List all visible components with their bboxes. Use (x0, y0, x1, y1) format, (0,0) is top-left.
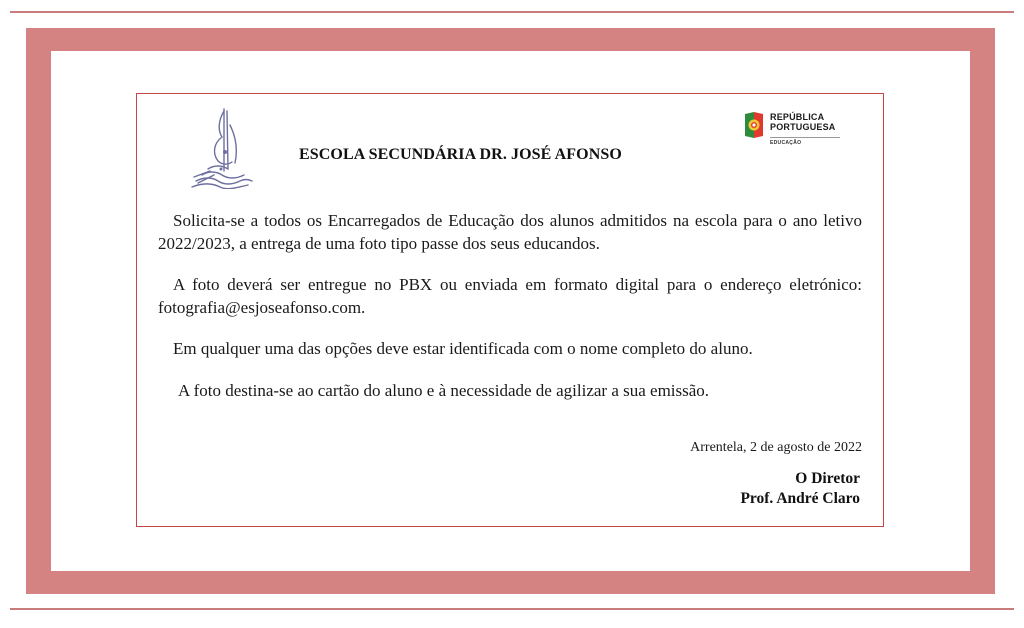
paragraph-delivery: A foto deverá ser entregue no PBX ou enviada em formato digital para o endereço eletrónico: fotografia@esjoseafonso.com. (158, 275, 862, 317)
date-line: Arrentela, 2 de agosto de 2022 (690, 440, 862, 455)
top-divider (10, 11, 1014, 13)
notice-body (158, 210, 862, 421)
notice-card (136, 93, 884, 527)
signature-title: O Diretor (795, 470, 860, 487)
school-title: ESCOLA SECUNDÁRIA DR. JOSÉ AFONSO (299, 146, 622, 163)
republica-portuguesa-logo (743, 110, 853, 152)
paragraph-identification: Em qualquer uma das opções deve estar identificada com o nome completo do aluno. (173, 339, 753, 358)
logo-rule (770, 137, 840, 138)
bottom-divider (10, 608, 1014, 610)
republica-portuguesa-label: REPÚBLICA PORTUGUESA (770, 112, 836, 132)
paragraph-request: Solicita-se a todos os Encarregados de Educação dos alunos admitidos na escola para o ano letivo 2022/2023, a entrega de uma foto tipo passe dos seus educandos. (158, 211, 862, 253)
paragraph-purpose: A foto destina-se ao cartão do aluno e à necessidade de agilizar a sua emissão. (178, 380, 710, 400)
portugal-emblem-icon (743, 110, 765, 140)
signature-name: Prof. André Claro (740, 490, 860, 507)
signature-block (740, 469, 860, 509)
school-logo-icon (188, 107, 254, 189)
educacao-label: EDUCAÇÃO (770, 140, 802, 146)
